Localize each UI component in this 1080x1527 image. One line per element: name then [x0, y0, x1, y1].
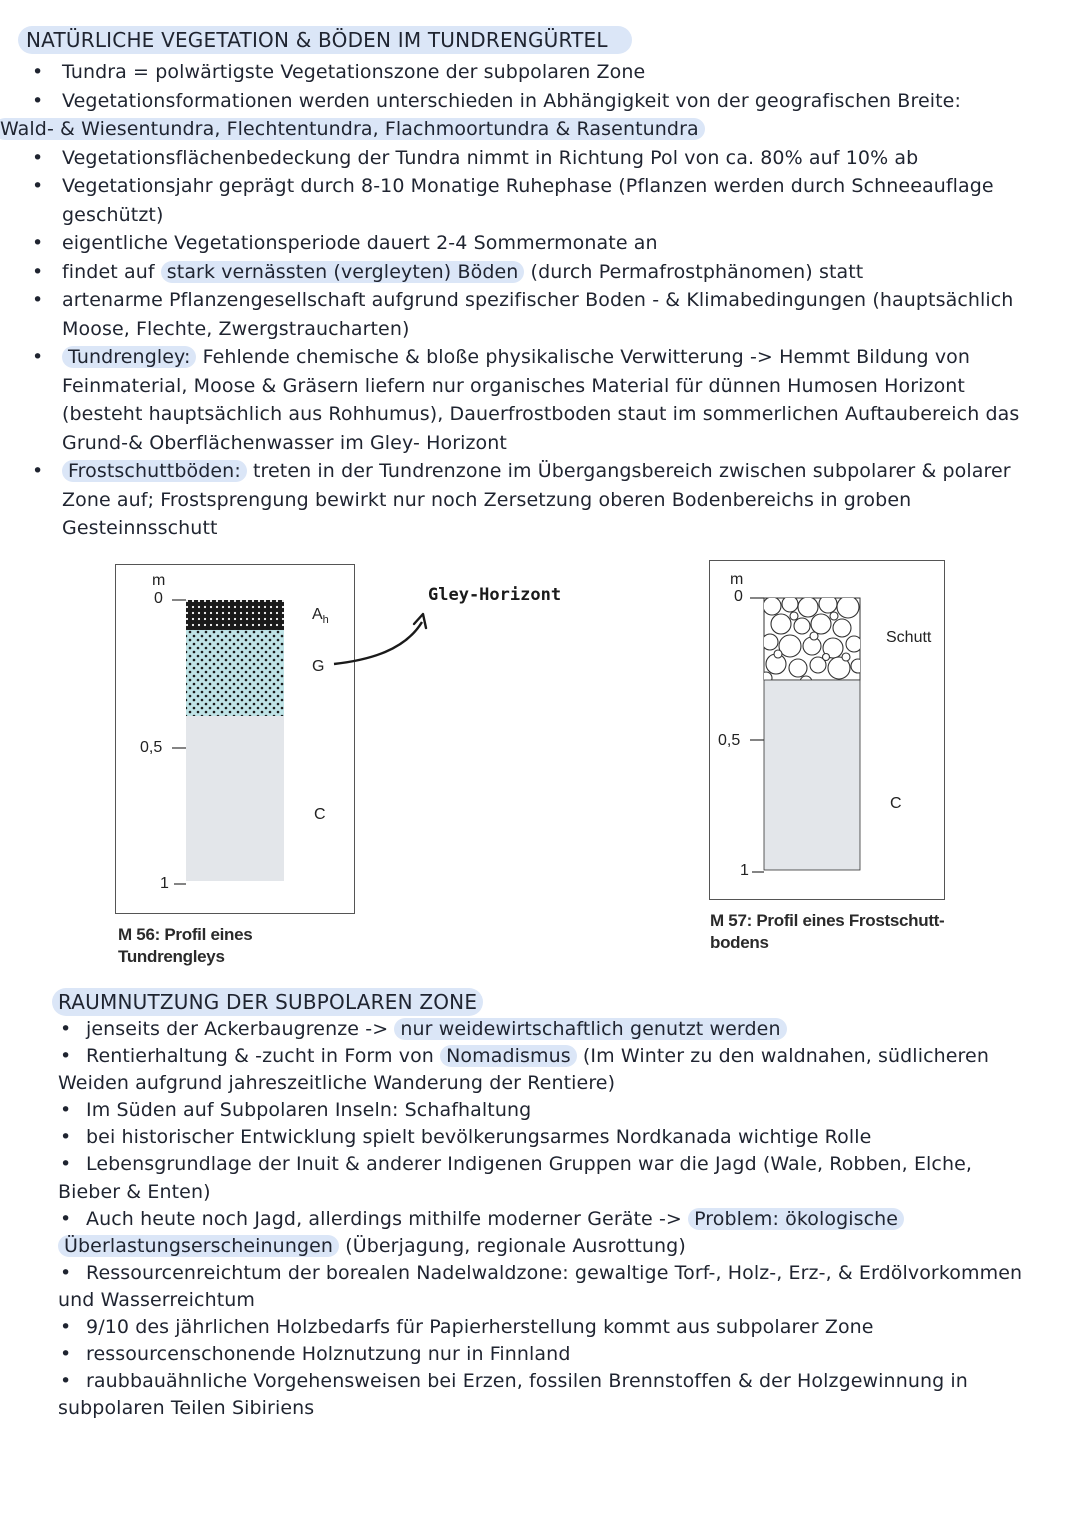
m57-tick-1: 1	[740, 862, 749, 879]
m57-tick-0-5: 0,5	[718, 732, 741, 749]
m57-horizon-schutt: Schutt	[886, 629, 932, 646]
bullet-text: artenarme Pflanzengesellschaft aufgrund spezifischer Boden - & Klimabedingungen (hauptsächlich Moose, Flechte, Zwergstraucharten)	[62, 289, 1014, 340]
m57-caption-line-2: bodens	[710, 933, 769, 952]
list-item	[28, 286, 1038, 343]
list-item	[28, 229, 1038, 258]
section-2-title: RAUMNUTZUNG DER SUBPOLAREN ZONE	[52, 988, 483, 1016]
gley-horizont-annotation: Gley-Horizont	[428, 585, 562, 605]
bullet-text: Vegetationsjahr geprägt durch 8-10 Monatige Ruhephase (Pflanzen werden durch Schneeauflage geschützt)	[62, 175, 994, 226]
list-item	[28, 343, 1038, 457]
horizon-g-layer	[186, 630, 284, 716]
m56-caption: M 56: Profil eines Tundrengleys	[118, 925, 253, 966]
bullet-text: ressourcenschonende Holznutzung nur in Finnland	[86, 1343, 571, 1366]
m57-caption-line-1: M 57: Profil eines Frostschutt-	[710, 911, 945, 930]
list-item	[28, 144, 1038, 173]
m57-tick-0: 0	[734, 588, 743, 605]
bullet-text: Bieber & Enten)	[58, 1180, 211, 1203]
m56-tick-1: 1	[160, 875, 169, 892]
bullet-continuation	[58, 1233, 1058, 1260]
bullet-text: treten in der Tundrenzone im Übergangsbereich zwischen subpolarer & polarer Zone auf; Frostsprengung bewirkt nur noch Zersetzung oberen Bodenbereichs in groben Gesteinnsschutt	[62, 460, 1011, 539]
bullet-text: (Im Winter zu den waldnahen, südlicheren	[576, 1045, 989, 1068]
bullet-continuation	[58, 1395, 1058, 1422]
highlighted-text: nur weidewirtschaftlich genutzt werden	[394, 1018, 786, 1040]
m57-caption	[710, 910, 944, 954]
figure-m57	[706, 560, 956, 960]
m56-horizon-ah	[312, 606, 329, 626]
list-item	[58, 1097, 1058, 1124]
bullet-text: Fehlende chemische & bloße physikalische Verwitterung -> Hemmt Bildung von Feinmaterial, Moose & Gräsern liefern nur organisches Material für dünnen Humosen Horizont (besteht hauptsächlich aus Rohhumus), Dauerfrostboden staut im sommerlichen Auftaubereich das Grund-& Oberflächenwasser im Gley- Horizont	[62, 346, 1020, 454]
m57-horizon-c: C	[890, 795, 902, 812]
bullet-text: 9/10 des jährlichen Holzbedarfs für Papierherstellung kommt aus subpolarer Zone	[86, 1316, 874, 1339]
section-1-bullet-list	[0, 58, 1038, 543]
gley-annotation-arrow	[330, 600, 440, 680]
highlighted-text: Frostschuttböden:	[62, 460, 247, 482]
list-item	[58, 1124, 1058, 1151]
bullet-text: findet auf	[62, 260, 161, 283]
section-1-title: NATÜRLICHE VEGETATION & BÖDEN IM TUNDRENGÜRTEL	[18, 26, 632, 54]
bullet-text: Rentierhaltung & -zucht in Form von	[86, 1045, 441, 1068]
horizon-c-layer	[764, 680, 860, 870]
list-item	[28, 457, 1038, 543]
m56-horizon-ah-letter: A	[312, 606, 323, 623]
list-item	[58, 1151, 1058, 1205]
list-item	[58, 1206, 1058, 1260]
m56-horizon-g: G	[312, 658, 325, 675]
bullet-text: Im Süden auf Subpolaren Inseln: Schafhaltung	[86, 1099, 532, 1122]
bullet-text: raubbauähnliche Vorgehensweisen bei Erzen, fossilen Brennstoffen & der Holzgewinnung in	[86, 1370, 968, 1393]
section-2-heading	[52, 990, 483, 1014]
figure-m56	[112, 562, 362, 966]
bullet-text: Vegetationsformationen werden unterschieden in Abhängigkeit von der geografischen Breite:	[62, 89, 961, 112]
bullet-text: eigentliche Vegetationsperiode dauert 2-4 Sommermonate an	[62, 232, 658, 254]
highlighted-text: Überlastungserscheinungen	[58, 1235, 339, 1257]
list-item	[28, 87, 1038, 116]
highlighted-text: Wald- & Wiesentundra, Flechtentundra, Flachmoortundra & Rasentundra	[0, 118, 705, 140]
m56-unit-label: m	[152, 572, 166, 589]
highlighted-text: Tundrengley:	[62, 346, 196, 368]
list-item	[58, 1341, 1058, 1368]
bullet-text: Lebensgrundlage der Inuit & anderer Indigenen Gruppen war die Jagd (Wale, Robben, Elche,	[86, 1153, 973, 1176]
section-2-bullet-list	[58, 1016, 1058, 1422]
m56-tick-0: 0	[154, 590, 163, 607]
bullet-text: (durch Permafrostphänomen) statt	[524, 260, 864, 283]
bullet-text: Auch heute noch Jagd, allerdings mithilfe moderner Geräte ->	[86, 1207, 689, 1230]
bullet-text: (Überjagung, regionale Ausrottung)	[339, 1234, 686, 1257]
highlighted-text: stark vernässten (vergleyten) Böden	[161, 261, 525, 283]
m56-horizon-ah-sub: h	[322, 614, 329, 627]
list-item	[28, 172, 1038, 229]
bullet-text: jenseits der Ackerbaugrenze ->	[86, 1018, 395, 1040]
list-item	[28, 58, 1038, 87]
bullet-text: bei historischer Entwicklung spielt bevölkerungsarmes Nordkanada wichtige Rolle	[86, 1126, 872, 1149]
bullet-text: subpolaren Teilen Sibiriens	[58, 1397, 315, 1420]
figure-m57-profile	[706, 560, 956, 905]
list-item	[58, 1016, 1058, 1043]
bullet-text: Tundra = polwärtigste Vegetationszone der subpolaren Zone	[62, 61, 646, 83]
highlighted-text: Nomadismus	[440, 1045, 577, 1067]
list-item	[58, 1368, 1058, 1422]
list-item	[28, 258, 1038, 287]
bullet-continuation	[58, 1070, 1058, 1097]
highlighted-text: Problem: ökologische	[688, 1208, 904, 1230]
m57-unit-label: m	[730, 571, 744, 588]
bullet-text: Vegetationsflächenbedeckung der Tundra nimmt in Richtung Pol von ca. 80% auf 10% ab	[62, 146, 919, 169]
list-item	[0, 115, 1038, 144]
m56-tick-0-5: 0,5	[140, 739, 163, 756]
list-item	[58, 1043, 1058, 1097]
bullet-continuation	[58, 1287, 1058, 1314]
bullet-text: und Wasserreichtum	[58, 1288, 256, 1311]
bullet-text: Weiden aufgrund jahreszeitliche Wanderung der Rentiere)	[58, 1072, 616, 1095]
section-1-heading	[18, 28, 632, 52]
m56-horizon-c: C	[314, 806, 326, 823]
horizon-ah-layer	[186, 600, 284, 630]
list-item	[58, 1260, 1058, 1314]
list-item	[58, 1314, 1058, 1341]
bullet-text: Ressourcenreichtum der borealen Nadelwaldzone: gewaltige Torf-, Holz-, Erz-, & Erdölvorkommen	[86, 1261, 1023, 1284]
bullet-continuation	[58, 1179, 1058, 1206]
